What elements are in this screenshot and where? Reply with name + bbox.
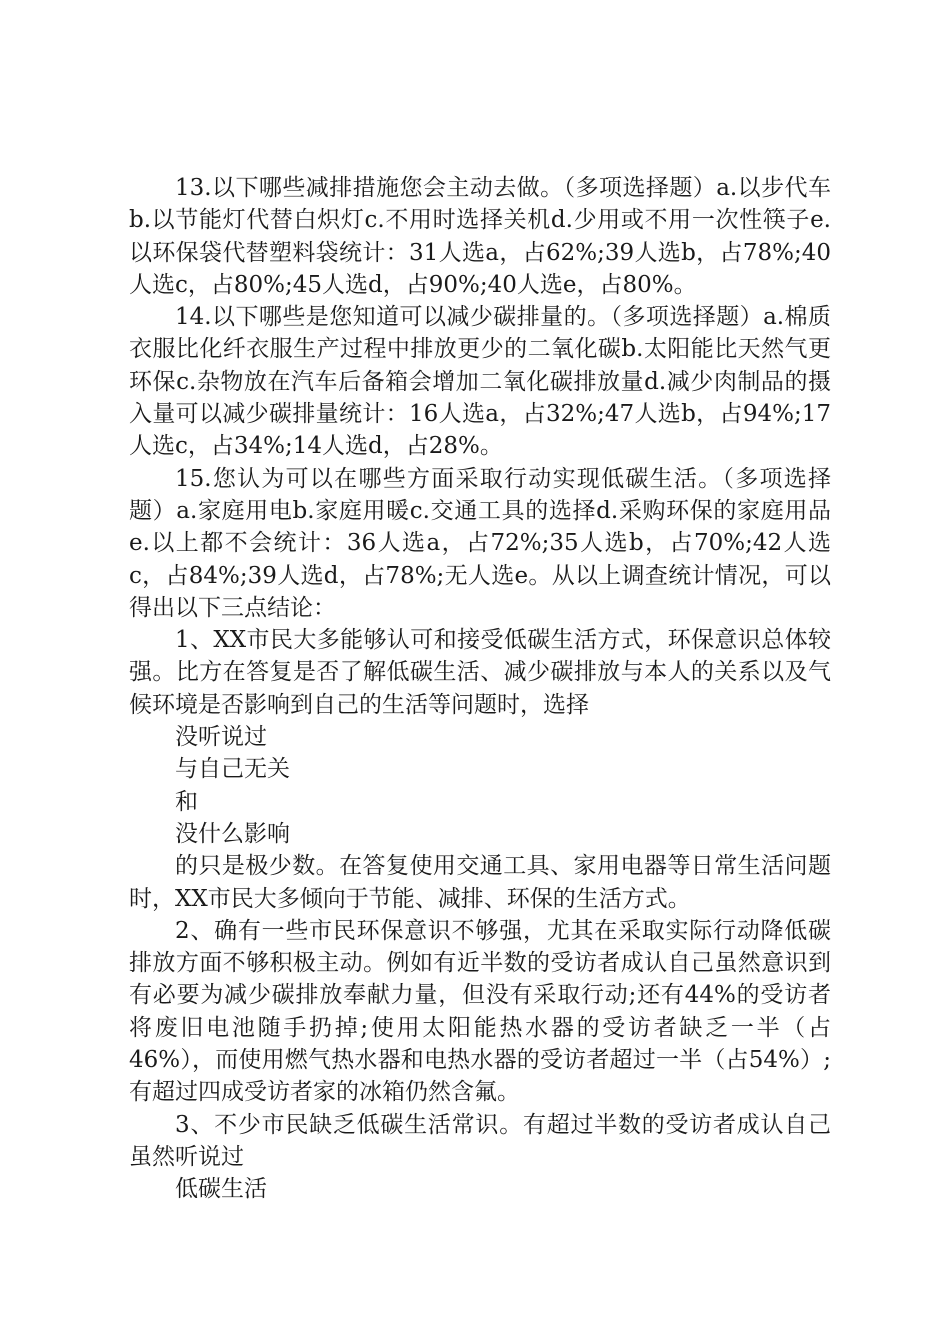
- paragraph-conclusion-1: 1、XX市民大多能够认可和接受低碳生活方式，环保意识总体较强。比方在答复是否了解低碳生活、减少碳排放与本人的关系以及气候环境是否影响到自己的生活等问题时，选择: [129, 627, 831, 718]
- quoted-term-low-carbon-life: 低碳生活: [175, 1176, 267, 1203]
- quoted-option-no-impact: 没什么影响: [175, 820, 290, 847]
- paragraph-conclusion-3: 3、不少市民缺乏低碳生活常识。有超过半数的受访者成认自己虽然听说过: [129, 1111, 831, 1170]
- paragraph-q13: 13.以下哪些减排措施您会主动去做。（多项选择题）a.以步代车b.以节能灯代替白炽灯c.不用时选择关机d.少用或不用一次性筷子e.以环保袋代替塑料袋统计：31人选a，占62%;39人选b，占78%;40人选c，占80%;45人选d，占90%;40人选e，占80%。: [129, 175, 831, 298]
- quoted-option-unrelated: 与自己无关: [175, 756, 290, 783]
- document-body: [129, 172, 831, 1206]
- paragraph-q15: 15.您认为可以在哪些方面采取行动实现低碳生活。（多项选择题）a.家庭用电b.家庭用暖c.交通工具的选择d.采购环保的家庭用品e.以上都不会统计：36人选a，占72%;35人选b，占70%;42人选c，占84%;39人选d，占78%;无人选e。从以上调查统计情况，可以得出以下三点结论：: [129, 465, 831, 621]
- conjunction-and: 和: [175, 788, 198, 815]
- paragraph-conclusion-2: 2、确有一些市民环保意识不够强，尤其在采取实际行动降低碳排放方面不够积极主动。例如有近半数的受访者成认自己虽然意识到有必要为减少碳排放奉献力量，但没有采取行动;还有44%的受访者将废旧电池随手扔掉;使用太阳能热水器的受访者缺乏一半（占46%），而使用燃气热水器和电热水器的受访者超过一半（占54%）;有超过四成受访者家的冰箱仍然含氟。: [129, 917, 831, 1106]
- paragraph-q14: 14.以下哪些是您知道可以减少碳排量的。（多项选择题）a.棉质衣服比化纤衣服生产过程中排放更少的二氧化碳b.太阳能比天然气更环保c.杂物放在汽车后备箱会增加二氧化碳排放量d.减少肉制品的摄入量可以减少碳排量统计：16人选a，占32%;47人选b，占94%;17人选c，占34%;14人选d，占28%。: [129, 304, 831, 460]
- quoted-option-never-heard: 没听说过: [175, 724, 267, 751]
- paragraph-conclusion-1-cont: 的只是极少数。在答复使用交通工具、家用电器等日常生活问题时，XX市民大多倾向于节能、减排、环保的生活方式。: [129, 853, 831, 912]
